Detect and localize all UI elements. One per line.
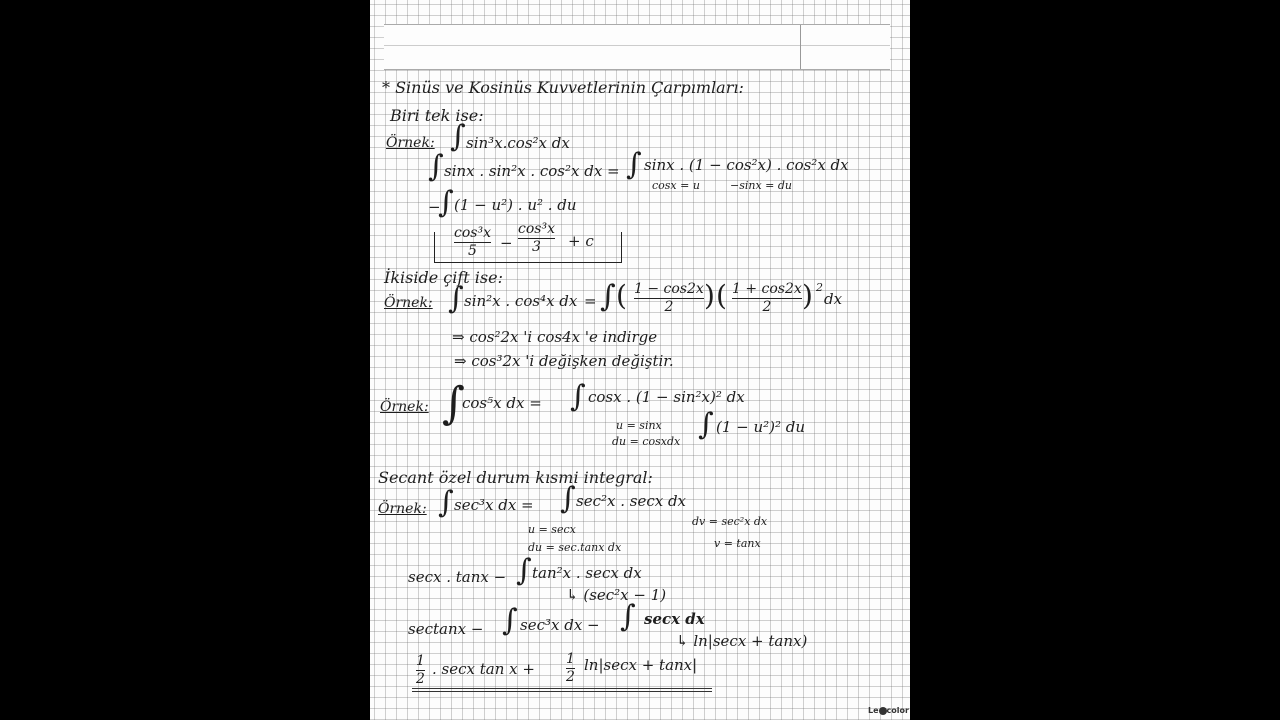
section3-rhs2: (1 − u²)² du [716, 418, 806, 436]
integral-sign: ∫ [600, 279, 616, 314]
integral-sign: ∫ [620, 599, 636, 634]
page-header-strip [384, 24, 890, 70]
header-separator [800, 25, 801, 69]
section2-fraction-1 [634, 282, 704, 316]
result-denominator-2: 3 [532, 239, 541, 256]
section1-line2-left: sinx . sin²x . cos²x dx = [444, 162, 620, 180]
integral-sign: ∫ [428, 149, 444, 184]
section2-numerator-1: 1 − cos2x [634, 281, 704, 297]
section4-label: Örnek: [378, 501, 427, 517]
section1-line1: sin³x.cos²x dx [466, 134, 570, 152]
final-numerator-1: 1 [416, 653, 425, 669]
section4-step2-integrand-2: secx dx [644, 610, 705, 628]
logo-text-end: color [886, 706, 909, 715]
result-numerator-1: cos³x [454, 225, 491, 241]
notebook-page [370, 0, 910, 720]
final-denominator-1: 2 [416, 671, 425, 688]
section1-sub-u: cosx = u [652, 179, 700, 192]
integral-sign: ∫ [560, 481, 576, 516]
section2-note-1: ⇒ cos²2x 'i cos4x 'e indirge [452, 328, 658, 346]
section2-exponent: 2 [816, 281, 823, 294]
header-line [384, 45, 890, 46]
section2-dx: dx [824, 290, 843, 308]
final-text-1: . secx tan x + [432, 660, 535, 678]
paren-open: ( [716, 279, 727, 312]
brand-logo [868, 706, 909, 715]
section4-step2: sectanx − [408, 620, 484, 638]
section4-step2-note: ↳ ln|secx + tanx) [676, 632, 808, 650]
integral-sign: ∫ [438, 485, 454, 520]
integral-sign: ∫ [698, 407, 714, 442]
integral-sign: ∫ [626, 147, 642, 182]
section4-subtitle: Secant özel durum kısmi integral: [378, 468, 653, 487]
result-constant: + c [568, 232, 594, 250]
section3-sub-u: u = sinx [616, 419, 662, 432]
section2-eq: = [584, 292, 597, 310]
section1-line2-right: sinx . (1 − cos²x) . cos²x dx [644, 156, 849, 174]
final-fraction-2 [566, 652, 575, 686]
section3-sub-du: du = cosxdx [612, 435, 681, 448]
section4-dv: dv = sec²x dx [692, 515, 768, 528]
result-minus: − [500, 234, 513, 252]
final-text-2: ln|secx + tanx| [584, 656, 698, 674]
result-denominator-1: 5 [468, 243, 477, 260]
integral-sign: ∫ [438, 185, 454, 220]
page-heading: * Sinüs ve Kosinüs Kuvvetlerinin Çarpımları: [382, 78, 744, 97]
final-numerator-2: 1 [566, 651, 575, 667]
paren-close: ) [704, 279, 715, 312]
section1-sub-du: −sinx = du [730, 179, 793, 192]
final-denominator-2: 2 [566, 669, 575, 686]
section2-label: Örnek: [384, 295, 433, 311]
integral-sign: ∫ [570, 379, 586, 414]
integral-sign: ∫ [516, 553, 532, 588]
section2-denominator-2: 2 [762, 299, 772, 316]
section4-du: du = sec.tanx dx [528, 541, 622, 554]
integral-sign: ∫ [502, 603, 518, 638]
final-fraction-1 [416, 654, 425, 688]
integral-sign: ∫ [448, 281, 464, 316]
section4-rhs: sec²x . secx dx [576, 492, 687, 510]
logo-text-start: Le [868, 706, 879, 715]
section4-u: u = secx [528, 523, 576, 536]
section1-label: Örnek: [386, 135, 435, 151]
section2-numerator-2: 1 + cos2x [732, 281, 802, 297]
final-underline [412, 688, 712, 689]
section4-v: v = tanx [714, 537, 761, 550]
result-fraction-2 [518, 222, 555, 256]
section2-note-2: ⇒ cos³2x 'i değişken değiştir. [454, 352, 674, 370]
section4-lhs: sec³x dx = [454, 496, 534, 514]
final-underline [412, 691, 712, 692]
paren-close: ) [802, 279, 813, 312]
section1-subtitle: Biri tek ise: [390, 106, 484, 125]
section4-step2-integrand: sec³x dx − [520, 616, 600, 634]
section3-rhs: cosx . (1 − sin²x)² dx [588, 388, 745, 406]
section1-line3: (1 − u²) . u² . du [454, 196, 577, 214]
section2-denominator-1: 2 [664, 299, 674, 316]
section3-lhs: cos⁵x dx = [462, 394, 542, 412]
result-numerator-2: cos³x [518, 221, 555, 237]
section2-fraction-2 [732, 282, 802, 316]
integral-sign: ∫ [450, 119, 466, 154]
section4-step1: secx . tanx − [408, 568, 507, 586]
paren-open: ( [616, 279, 627, 312]
section2-lhs: sin²x . cos⁴x dx [464, 292, 578, 310]
result-fraction-1 [454, 226, 491, 260]
section2-subtitle: İkiside çift ise: [384, 268, 503, 287]
section1-line3-minus: − [428, 198, 441, 216]
section4-step1-integrand: tan²x . secx dx [532, 564, 642, 582]
section4-step1-note: ↳ (sec²x − 1) [566, 586, 667, 604]
section3-label: Örnek: [380, 399, 429, 415]
integral-sign: ∫ [442, 378, 465, 429]
logo-dot-icon [879, 707, 887, 715]
